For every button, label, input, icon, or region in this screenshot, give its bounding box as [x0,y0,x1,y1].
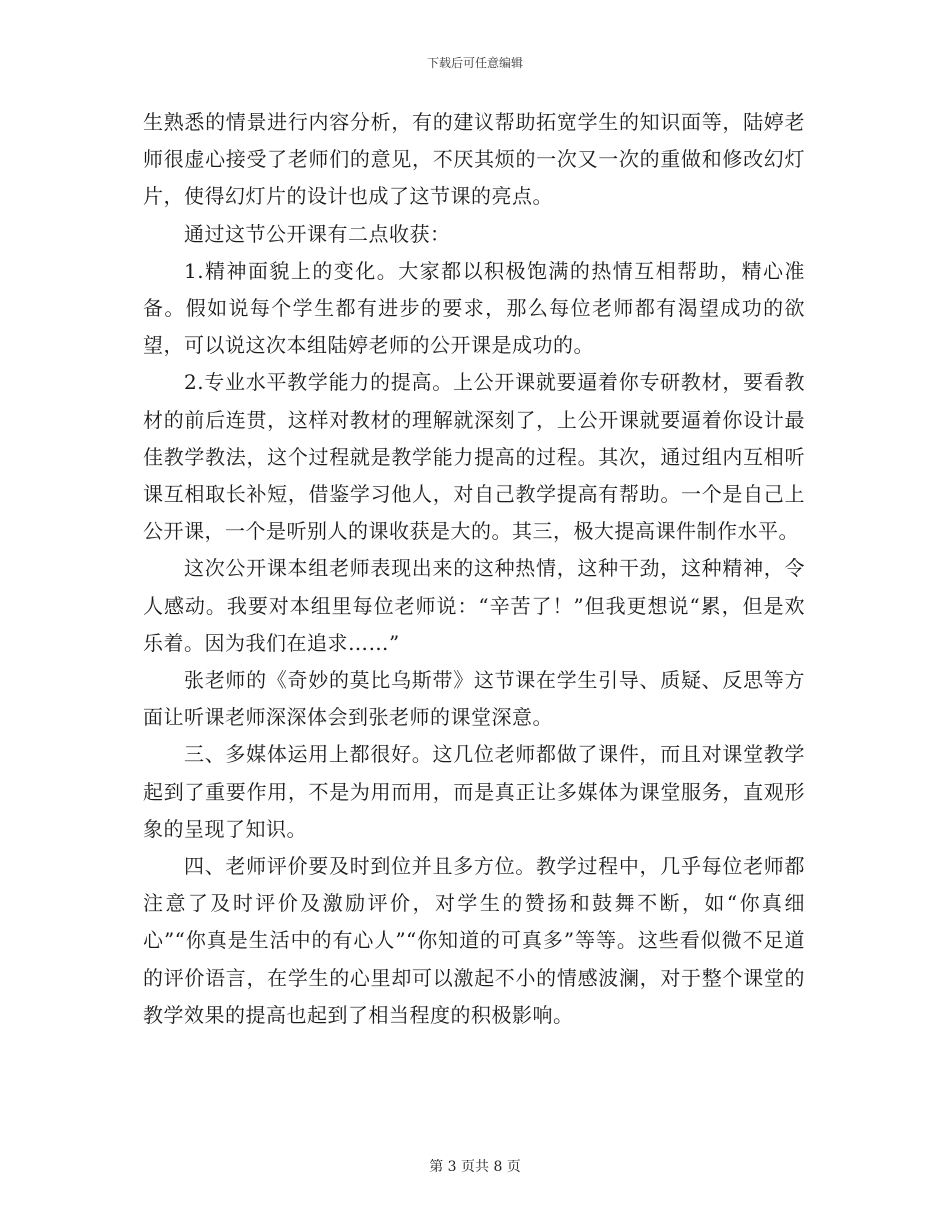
paragraph-zhang-lesson: 张老师的《奇妙的莫比乌斯带》这节课在学生引导、质疑、反思等方面让听课老师深深体会到张老师的课堂深意。 [143,668,805,730]
paragraph-multimedia: 三、多媒体运用上都很好。这几位老师都做了课件，而且对课堂教学起到了重要作用，不是为用而用，而是真正让多媒体为课堂服务，直观形象的呈现了知识。 [143,742,805,841]
paragraph-gain-1: 1.精神面貌上的变化。大家都以积极饱满的热情互相帮助，精心准备。假如说每个学生都有进步的要求，那么每位老师都有渴望成功的欲望，可以说这次本组陆婷老师的公开课是成功的。 [143,258,805,358]
paragraph-gains-intro: 通过这节公开课有二点收获： [184,221,451,246]
paragraph-thanks: 这次公开课本组老师表现出来的这种热情，这种干劲，这种精神，令人感动。我要对本组里每位老师说：“辛苦了！”但我更想说“累，但是欢乐着。因为我们在追求……” [143,556,805,655]
page-number: 第 3 页共 8 页 [429,1159,521,1175]
paragraph-gain-2: 2.专业水平教学能力的提高。上公开课就要逼着你专研教材，要看教材的前后连贯，这样对教材的理解就深刻了，上公开课就要逼着你设计最佳教学教法，这个过程就是教学能力提高的过程。其次，通过组内互相听课互相取长补短，借鉴学习他人，对自己教学提高有帮助。一个是自己上公开课，一个是听别人的课收获是大的。其三，极大提高课件制作水平。 [143,370,805,544]
paragraph-continuation: 生熟悉的情景进行内容分析，有的建议帮助拓宽学生的知识面等，陆婷老师很虚心接受了老师们的意见，不厌其烦的一次又一次的重做和修改幻灯片，使得幻灯片的设计也成了这节课的亮点。 [143,110,805,209]
page-header: 下载后可任意编辑 [426,56,523,70]
paragraph-evaluation: 四、老师评价要及时到位并且多方位。教学过程中，几乎每位老师都注意了及时评价及激励评价，对学生的赞扬和鼓舞不断，如“你真细心”“你真是生活中的有心人”“你知道的可真多”等等。这些看似微不足道的评价语言，在学生的心里却可以激起不小的情感波澜，对于整个课堂的教学效果的提高也起到了相当程度的积极影响。 [143,854,805,1027]
document-body [143,104,805,1034]
